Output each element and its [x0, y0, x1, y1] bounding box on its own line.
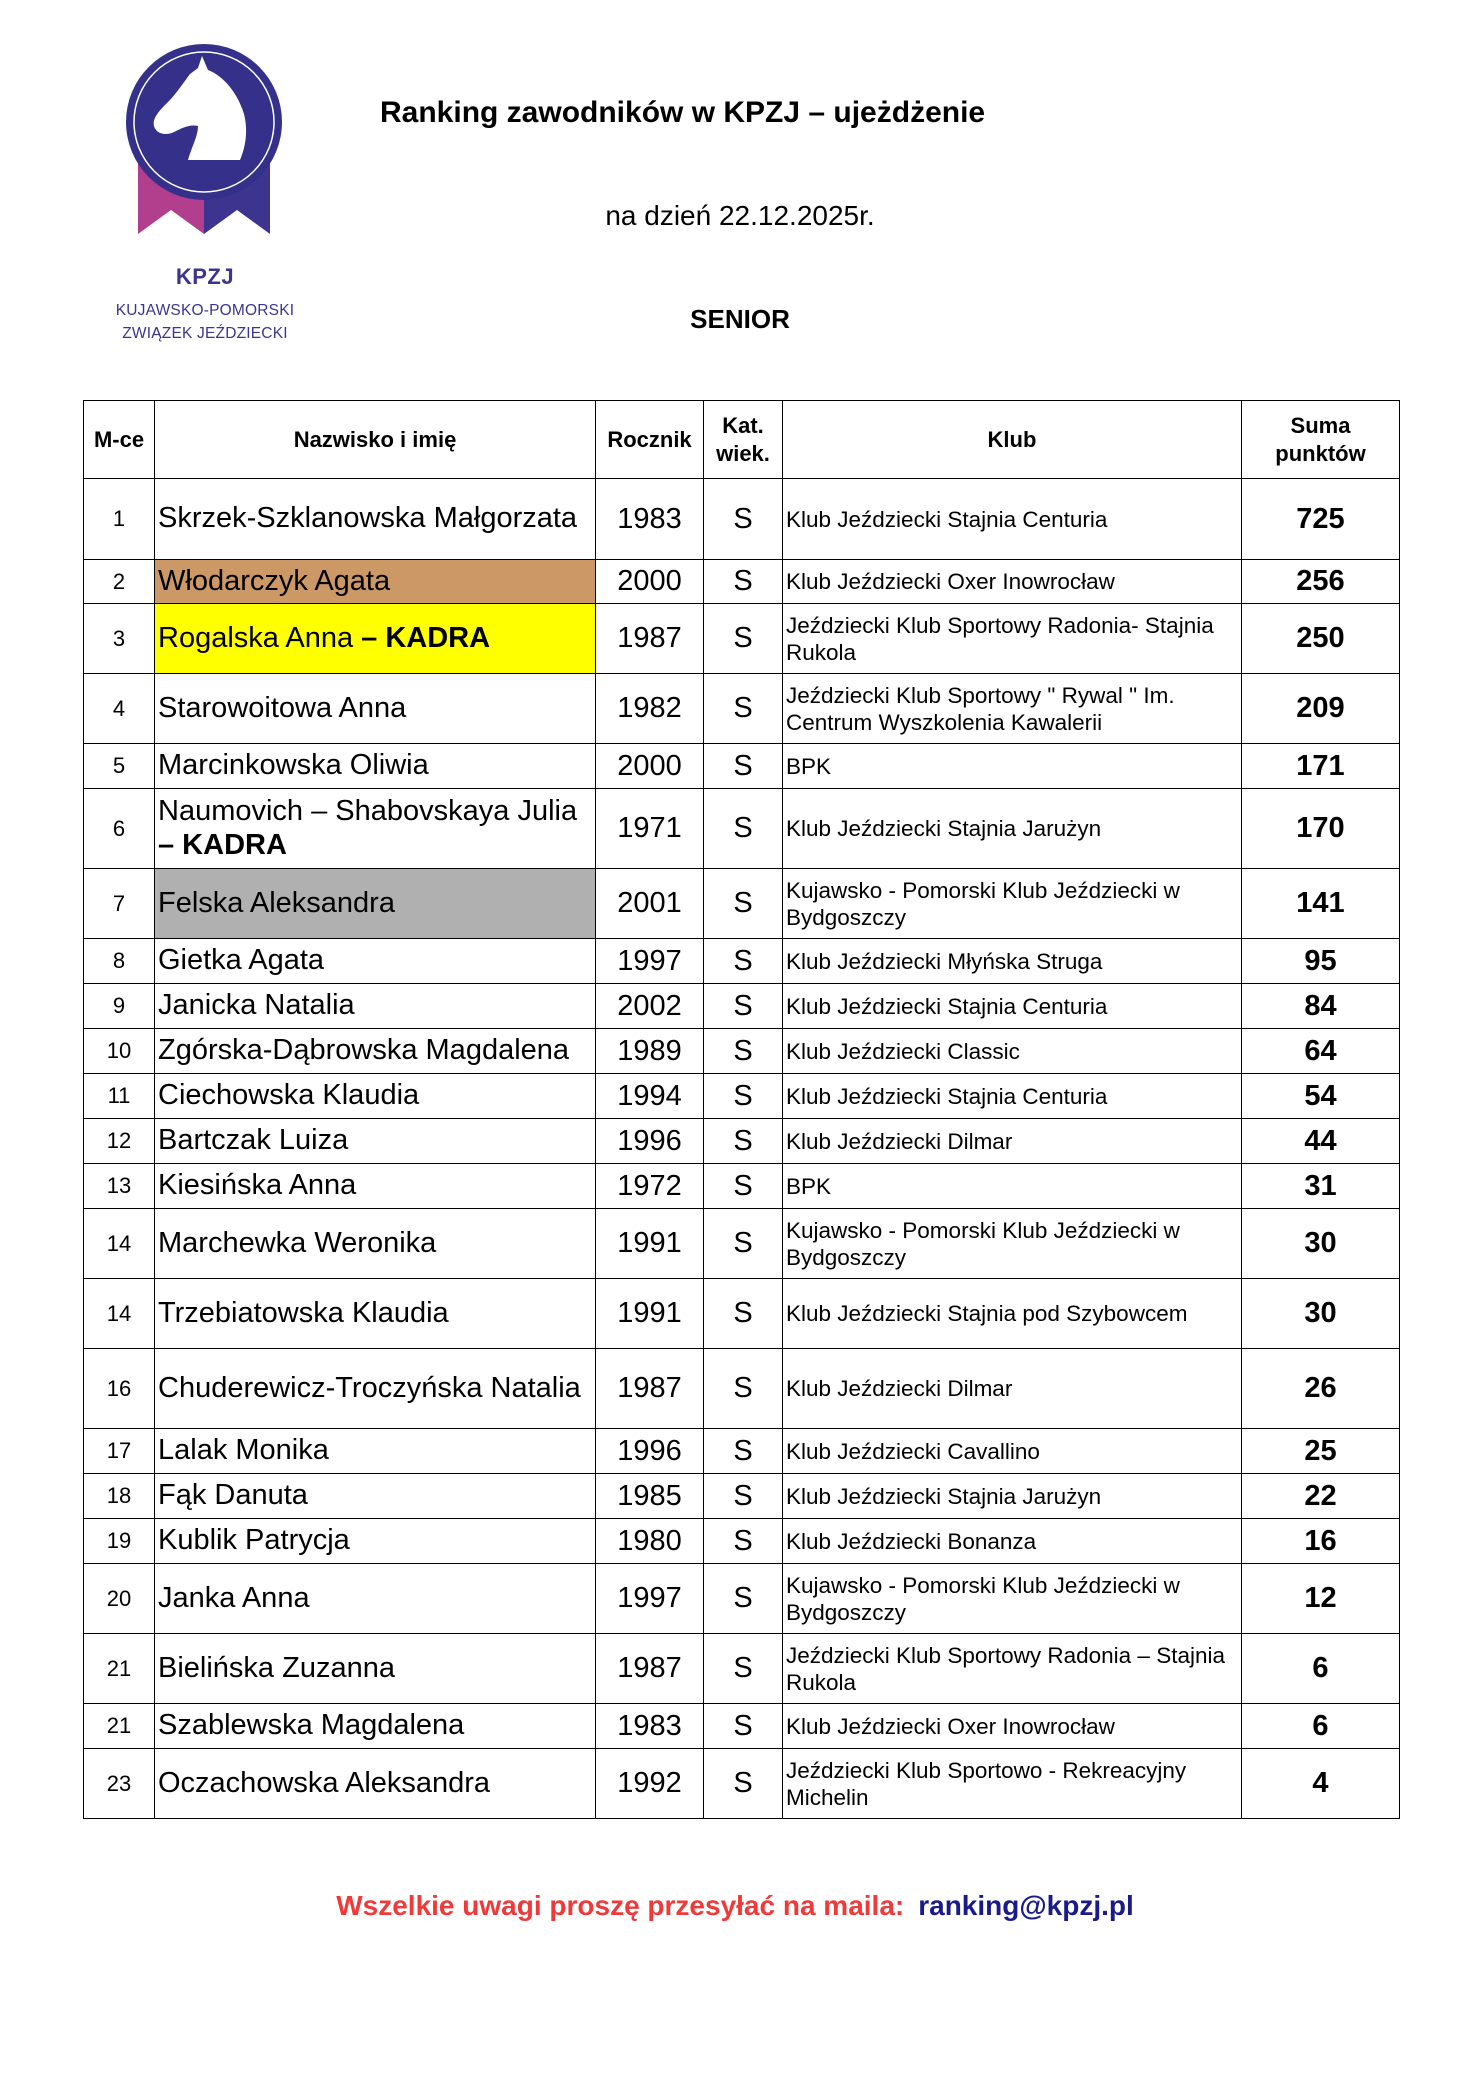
club-cell: Jeździecki Klub Sportowy " Rywal " Im. Centrum Wyszkolenia Kawalerii — [783, 674, 1242, 744]
place-cell: 8 — [84, 939, 155, 984]
athlete-name: Fąk Danuta — [158, 1479, 308, 1512]
table-row — [84, 744, 1400, 789]
points-cell: 725 — [1242, 479, 1400, 560]
year-cell: 1996 — [596, 1119, 704, 1164]
table-row — [84, 984, 1400, 1029]
name-cell — [155, 1749, 596, 1819]
club-cell: Klub Jeździecki Bonanza — [783, 1519, 1242, 1564]
athlete-name: Szablewska Magdalena — [158, 1709, 465, 1742]
year-cell: 2000 — [596, 744, 704, 789]
points-cell: 95 — [1242, 939, 1400, 984]
name-cell — [155, 1164, 596, 1209]
place-cell: 14 — [84, 1209, 155, 1279]
category-cell: S — [704, 1749, 783, 1819]
table-row — [84, 1429, 1400, 1474]
table-row — [84, 479, 1400, 560]
category-cell: S — [704, 1279, 783, 1349]
place-cell: 10 — [84, 1029, 155, 1074]
points-cell: 141 — [1242, 869, 1400, 939]
year-cell: 1987 — [596, 1634, 704, 1704]
ranking-date: na dzień 22.12.2025r. — [605, 200, 875, 231]
points-cell: 22 — [1242, 1474, 1400, 1519]
year-cell: 1985 — [596, 1474, 704, 1519]
category-cell: S — [704, 604, 783, 674]
place-cell: 1 — [84, 479, 155, 560]
points-cell: 6 — [1242, 1704, 1400, 1749]
points-cell: 6 — [1242, 1634, 1400, 1704]
name-cell — [155, 1474, 596, 1519]
club-cell: Klub Jeździecki Dilmar — [783, 1349, 1242, 1429]
name-cell — [155, 1209, 596, 1279]
category-cell: S — [704, 1119, 783, 1164]
points-cell: 16 — [1242, 1519, 1400, 1564]
place-cell: 21 — [84, 1634, 155, 1704]
athlete-name: Felska Aleksandra — [158, 886, 395, 919]
athlete-name: Starowoitowa Anna — [158, 691, 407, 724]
place-cell: 5 — [84, 744, 155, 789]
athlete-name: Trzebiatowska Klaudia — [158, 1296, 449, 1329]
year-cell: 1980 — [596, 1519, 704, 1564]
category-cell: S — [704, 479, 783, 560]
table-row — [84, 1119, 1400, 1164]
table-row — [84, 869, 1400, 939]
col-header-year: Rocznik — [596, 401, 704, 479]
table-header-row — [84, 401, 1400, 479]
name-cell — [155, 1634, 596, 1704]
place-cell: 20 — [84, 1564, 155, 1634]
name-cell — [155, 1349, 596, 1429]
category-cell: S — [704, 1474, 783, 1519]
athlete-name: Włodarczyk Agata — [158, 564, 391, 597]
athlete-name: Naumovich – Shabovskaya Julia — [158, 795, 578, 828]
place-cell: 19 — [84, 1519, 155, 1564]
place-cell: 9 — [84, 984, 155, 1029]
club-cell: Klub Jeździecki Młyńska Struga — [783, 939, 1242, 984]
category-cell: S — [704, 1074, 783, 1119]
athlete-name: Marchewka Weronika — [158, 1226, 437, 1259]
athlete-name: Zgórska-Dąbrowska Magdalena — [158, 1034, 570, 1067]
category-cell: S — [704, 1634, 783, 1704]
category-cell: S — [704, 984, 783, 1029]
category-cell: S — [704, 789, 783, 869]
name-cell — [155, 984, 596, 1029]
place-cell: 11 — [84, 1074, 155, 1119]
category-heading: SENIOR — [690, 304, 790, 334]
table-row — [84, 1749, 1400, 1819]
kadra-badge: – KADRA — [158, 828, 287, 861]
place-cell: 21 — [84, 1704, 155, 1749]
points-cell: 256 — [1242, 560, 1400, 604]
points-cell: 209 — [1242, 674, 1400, 744]
club-cell: Klub Jeździecki Classic — [783, 1029, 1242, 1074]
page-title: Ranking zawodników w KPZJ – ujeżdżenie — [380, 96, 986, 129]
kpzj-logo — [86, 42, 324, 352]
club-cell: Kujawsko - Pomorski Klub Jeździecki w Bydgoszczy — [783, 1564, 1242, 1634]
name-cell — [155, 1279, 596, 1349]
year-cell: 1991 — [596, 1209, 704, 1279]
year-cell: 1989 — [596, 1029, 704, 1074]
col-header-points — [1242, 401, 1400, 479]
logo-text-line2: ZWIĄZEK JEŹDZIECKI — [122, 325, 288, 342]
year-cell: 1987 — [596, 1349, 704, 1429]
place-cell: 13 — [84, 1164, 155, 1209]
name-cell — [155, 869, 596, 939]
place-cell: 6 — [84, 789, 155, 869]
year-cell: 1992 — [596, 1749, 704, 1819]
category-cell: S — [704, 869, 783, 939]
category-cell: S — [704, 560, 783, 604]
category-cell: S — [704, 674, 783, 744]
table-row — [84, 604, 1400, 674]
name-cell — [155, 1519, 596, 1564]
name-cell — [155, 674, 596, 744]
club-cell: Kujawsko - Pomorski Klub Jeździecki w Bydgoszczy — [783, 1209, 1242, 1279]
table-row — [84, 1209, 1400, 1279]
athlete-name: Kiesińska Anna — [158, 1169, 357, 1202]
club-cell: Klub Jeździecki Cavallino — [783, 1429, 1242, 1474]
year-cell: 1971 — [596, 789, 704, 869]
club-cell: Klub Jeździecki Oxer Inowrocław — [783, 560, 1242, 604]
table-row — [84, 1704, 1400, 1749]
year-cell: 1987 — [596, 604, 704, 674]
club-cell: Klub Jeździecki Stajnia Jarużyn — [783, 789, 1242, 869]
year-cell: 1994 — [596, 1074, 704, 1119]
category-cell: S — [704, 1704, 783, 1749]
col-header-place: M-ce — [84, 401, 155, 479]
name-cell — [155, 744, 596, 789]
table-row — [84, 789, 1400, 869]
club-cell: Jeździecki Klub Sportowy Radonia- Stajnia Rukola — [783, 604, 1242, 674]
club-cell: Klub Jeździecki Stajnia Centuria — [783, 984, 1242, 1029]
contact-email-link[interactable]: ranking@kpzj.pl — [918, 1890, 1134, 1921]
year-cell: 1982 — [596, 674, 704, 744]
table-row — [84, 1164, 1400, 1209]
year-cell: 1996 — [596, 1429, 704, 1474]
year-cell: 1991 — [596, 1279, 704, 1349]
points-cell: 4 — [1242, 1749, 1400, 1819]
col-header-category-line2: wiek. — [716, 440, 770, 466]
table-row — [84, 1519, 1400, 1564]
athlete-name: Marcinkowska Oliwia — [158, 749, 429, 782]
place-cell: 23 — [84, 1749, 155, 1819]
table-row — [84, 1279, 1400, 1349]
table-row — [84, 939, 1400, 984]
col-header-name: Nazwisko i imię — [155, 401, 596, 479]
club-cell: Jeździecki Klub Sportowo - Rekreacyjny Michelin — [783, 1749, 1242, 1819]
points-cell: 30 — [1242, 1209, 1400, 1279]
club-cell: Klub Jeździecki Oxer Inowrocław — [783, 1704, 1242, 1749]
athlete-name: Janka Anna — [158, 1581, 310, 1614]
club-cell: Klub Jeździecki Stajnia pod Szybowcem — [783, 1279, 1242, 1349]
place-cell: 17 — [84, 1429, 155, 1474]
points-cell: 84 — [1242, 984, 1400, 1029]
ranking-table — [83, 400, 1400, 1819]
name-cell — [155, 604, 596, 674]
col-header-category — [704, 401, 783, 479]
year-cell: 2002 — [596, 984, 704, 1029]
points-cell: 64 — [1242, 1029, 1400, 1074]
year-cell: 1972 — [596, 1164, 704, 1209]
place-cell: 16 — [84, 1349, 155, 1429]
year-cell: 1983 — [596, 479, 704, 560]
year-cell: 2000 — [596, 560, 704, 604]
points-cell: 54 — [1242, 1074, 1400, 1119]
points-cell: 26 — [1242, 1349, 1400, 1429]
athlete-name: Bielińska Zuzanna — [158, 1651, 395, 1684]
horse-rosette-icon — [86, 42, 324, 257]
category-cell: S — [704, 1349, 783, 1429]
logo-abbreviation: KPZJ — [175, 264, 235, 289]
points-cell: 44 — [1242, 1119, 1400, 1164]
name-cell — [155, 789, 596, 869]
year-cell: 1997 — [596, 939, 704, 984]
category-cell: S — [704, 1164, 783, 1209]
name-cell — [155, 560, 596, 604]
club-cell: Klub Jeździecki Stajnia Jarużyn — [783, 1474, 1242, 1519]
points-cell: 25 — [1242, 1429, 1400, 1474]
points-cell: 30 — [1242, 1279, 1400, 1349]
place-cell: 4 — [84, 674, 155, 744]
category-cell: S — [704, 1564, 783, 1634]
table-row — [84, 1564, 1400, 1634]
name-cell — [155, 1119, 596, 1164]
name-cell — [155, 1704, 596, 1749]
table-row — [84, 1074, 1400, 1119]
category-cell: S — [704, 939, 783, 984]
table-row — [84, 674, 1400, 744]
table-row — [84, 560, 1400, 604]
place-cell: 7 — [84, 869, 155, 939]
contact-message: Wszelkie uwagi proszę przesyłać na maila: — [336, 1890, 905, 1921]
table-row — [84, 1029, 1400, 1074]
col-header-points-line1: Suma — [1290, 413, 1351, 438]
points-cell: 31 — [1242, 1164, 1400, 1209]
points-cell: 250 — [1242, 604, 1400, 674]
logo-text-line1: KUJAWSKO-POMORSKI — [115, 302, 295, 319]
athlete-name: Gietka Agata — [158, 944, 325, 977]
col-header-points-line2: punktów — [1275, 440, 1366, 466]
place-cell: 14 — [84, 1279, 155, 1349]
club-cell: Kujawsko - Pomorski Klub Jeździecki w Bydgoszczy — [783, 869, 1242, 939]
contact-footer — [0, 1890, 1470, 1922]
name-cell — [155, 1429, 596, 1474]
club-cell: BPK — [783, 1164, 1242, 1209]
table-row — [84, 1349, 1400, 1429]
athlete-name: Oczachowska Aleksandra — [158, 1766, 491, 1799]
table-row — [84, 1634, 1400, 1704]
category-cell: S — [704, 1029, 783, 1074]
athlete-name: Lalak Monika — [158, 1434, 329, 1467]
club-cell: Klub Jeździecki Stajnia Centuria — [783, 479, 1242, 560]
points-cell: 170 — [1242, 789, 1400, 869]
athlete-name: Bartczak Luiza — [158, 1124, 349, 1157]
points-cell: 171 — [1242, 744, 1400, 789]
table-row — [84, 1474, 1400, 1519]
place-cell: 18 — [84, 1474, 155, 1519]
category-cell: S — [704, 1519, 783, 1564]
category-cell: S — [704, 1429, 783, 1474]
athlete-name: Rogalska Anna — [158, 621, 354, 654]
name-cell — [155, 939, 596, 984]
name-cell — [155, 1564, 596, 1634]
year-cell: 2001 — [596, 869, 704, 939]
year-cell: 1983 — [596, 1704, 704, 1749]
category-cell: S — [704, 744, 783, 789]
name-cell — [155, 1074, 596, 1119]
athlete-name: Chuderewicz-Troczyńska Natalia — [158, 1371, 581, 1404]
name-cell — [155, 479, 596, 560]
athlete-name: Kublik Patrycja — [158, 1524, 350, 1557]
athlete-name: Ciechowska Klaudia — [158, 1079, 420, 1112]
name-cell — [155, 1029, 596, 1074]
kadra-badge: – KADRA — [353, 621, 491, 654]
col-header-category-line1: Kat. — [722, 413, 764, 438]
category-cell: S — [704, 1209, 783, 1279]
club-cell: Jeździecki Klub Sportowy Radonia – Stajnia Rukola — [783, 1634, 1242, 1704]
athlete-name: Janicka Natalia — [158, 989, 355, 1022]
points-cell: 12 — [1242, 1564, 1400, 1634]
place-cell: 3 — [84, 604, 155, 674]
club-cell: BPK — [783, 744, 1242, 789]
club-cell: Klub Jeździecki Stajnia Centuria — [783, 1074, 1242, 1119]
place-cell: 12 — [84, 1119, 155, 1164]
col-header-club: Klub — [783, 401, 1242, 479]
place-cell: 2 — [84, 560, 155, 604]
year-cell: 1997 — [596, 1564, 704, 1634]
athlete-name: Skrzek-Szklanowska Małgorzata — [158, 502, 578, 535]
club-cell: Klub Jeździecki Dilmar — [783, 1119, 1242, 1164]
